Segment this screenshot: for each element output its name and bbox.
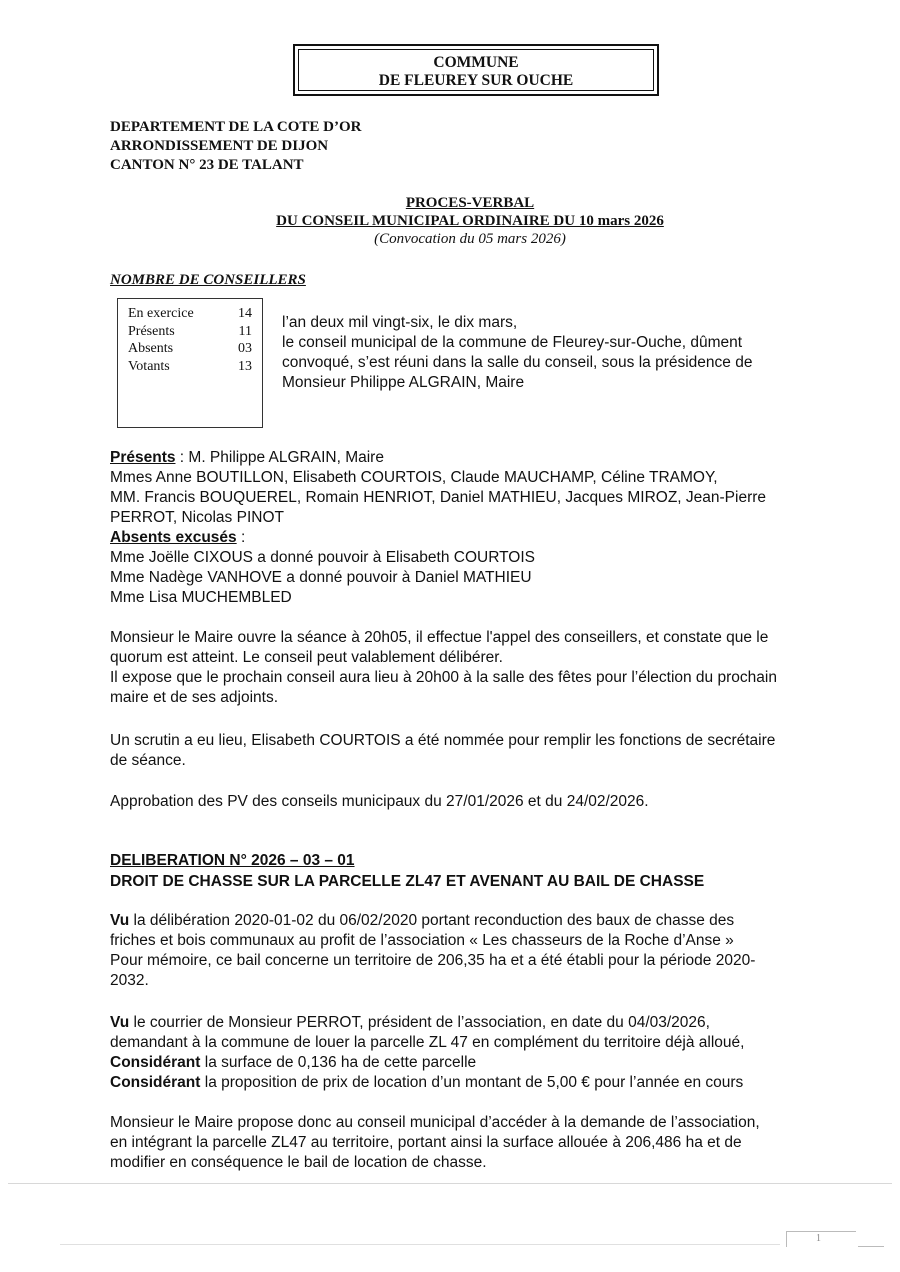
count-label: En exercice — [128, 306, 194, 321]
vu-paragraph-2 — [110, 1013, 810, 1093]
vu1-text: la délibération 2020-01-02 du 06/02/2020 portant reconduction des baux de chasse des — [129, 912, 735, 929]
absent-3: Mme Lisa MUCHEMBLED — [110, 589, 292, 606]
absents-line — [110, 528, 810, 548]
presents-mmes: Mmes Anne BOUTILLON, Elisabeth COURTOIS, Claude MAUCHAMP, Céline TRAMOY, — [110, 469, 718, 486]
absents-colon: : — [236, 529, 246, 546]
presents-label: Présents — [110, 449, 176, 466]
considerant-1 — [110, 1053, 810, 1073]
presents-mm-1: MM. Francis BOUQUEREL, Romain HENRIOT, Daniel MATHIEU, Jacques MIROZ, Jean-Pierre — [110, 489, 767, 506]
count-label: Votants — [128, 358, 170, 374]
considerant-2 — [110, 1073, 810, 1093]
commune-header-box — [293, 44, 659, 96]
count-row-votants — [128, 358, 252, 376]
absent-1: Mme Joëlle CIXOUS a donné pouvoir à Elisabeth COURTOIS — [110, 549, 536, 566]
absents-label: Absents excusés — [110, 529, 237, 546]
considerant-label: Considérant — [110, 1074, 201, 1091]
scrutin-line: Un scrutin a eu lieu, Elisabeth COURTOIS a été nommée pour remplir les fonctions de secrétaire — [110, 732, 776, 749]
proposal-paragraph — [110, 1113, 810, 1173]
commune-line-1: COMMUNE — [433, 54, 519, 71]
count-row-absents — [128, 340, 252, 358]
count-label: Présents — [128, 323, 175, 339]
deliberation-subject: DROIT DE CHASSE SUR LA PARCELLE ZL47 ET AVENANT AU BAIL DE CHASSE — [110, 873, 705, 890]
presents-mm-2: PERROT, Nicolas PINOT — [110, 509, 284, 526]
conseillers-count-box — [117, 298, 263, 428]
considerant-1-text: la surface de 0,136 ha de cette parcelle — [200, 1054, 477, 1071]
proposal-line: en intégrant la parcelle ZL47 au territoire, portant ainsi la surface allouée à 206,486 ha et de — [110, 1134, 742, 1151]
vu1-line-2: friches et bois communaux au profit de l’association « Les chasseurs de la Roche d’Anse » — [110, 932, 734, 949]
vu-paragraph-1 — [110, 911, 810, 991]
proposal-line: modifier en conséquence le bail de location de chasse. — [110, 1154, 487, 1171]
page-number: 1 — [816, 1233, 821, 1244]
vu-label: Vu — [110, 912, 130, 929]
opening-line: Il expose que le prochain conseil aura lieu à 20h00 à la salle des fêtes pour l’élection du prochain — [110, 669, 777, 686]
presents-mayor: : M. Philippe ALGRAIN, Maire — [175, 449, 384, 466]
deliberation-number: DELIBERATION N° 2026 – 03 – 01 — [110, 852, 355, 869]
count-row-exercice — [128, 305, 252, 323]
page-number-box — [786, 1231, 856, 1247]
deliberation-heading — [110, 850, 704, 892]
count-value: 03 — [238, 341, 252, 356]
commune-line-2: DE FLEUREY SUR OUCHE — [378, 72, 574, 89]
scrutin-line: de séance. — [110, 752, 186, 769]
page-corner-line — [858, 1246, 884, 1247]
opening-line: quorum est atteint. Le conseil peut valablement délibérer. — [110, 649, 503, 666]
approbation-paragraph: Approbation des PV des conseils municipaux du 27/01/2026 et du 24/02/2026. — [110, 793, 649, 810]
department-block — [110, 118, 361, 175]
count-value: 11 — [238, 323, 252, 339]
title-line-1: PROCES-VERBAL — [405, 195, 535, 211]
footer-divider — [8, 1183, 892, 1184]
count-row-presents — [128, 323, 252, 341]
vu2-line-2: demandant à la commune de louer la parcelle ZL 47 en complément du territoire déjà alloué, — [110, 1034, 745, 1051]
scrutin-paragraph — [110, 731, 810, 771]
footer-divider-lower — [60, 1244, 780, 1245]
intro-line: le conseil municipal de la commune de Fleurey-sur-Ouche, dûment — [282, 334, 743, 351]
count-label: Absents — [128, 341, 174, 356]
considerant-2-text: la proposition de prix de location d’un montant de 5,00 € pour l’année en cours — [200, 1074, 744, 1091]
count-value: 13 — [238, 358, 252, 374]
opening-line: maire et de ses adjoints. — [110, 689, 279, 706]
canton-line: CANTON N° 23 DE TALANT — [110, 157, 304, 173]
conseillers-heading: NOMBRE DE CONSEILLERS — [110, 272, 306, 288]
vu1-line-3: Pour mémoire, ce bail concerne un territoire de 206,35 ha et a été établi pour la période 2020- — [110, 952, 756, 969]
opening-line: Monsieur le Maire ouvre la séance à 20h05, il effectue l'appel des conseillers, et constate que le — [110, 629, 769, 646]
commune-header-inner — [298, 49, 654, 91]
presents-line — [110, 448, 810, 468]
intro-paragraph — [282, 313, 810, 393]
intro-line: convoqué, s’est réuni dans la salle du conseil, sous la présidence de — [282, 354, 753, 371]
attendance-section — [110, 448, 810, 608]
convocation-date: (Convocation du 05 mars 2026) — [374, 231, 566, 247]
absent-2: Mme Nadège VANHOVE a donné pouvoir à Daniel MATHIEU — [110, 569, 532, 586]
considerant-label: Considérant — [110, 1054, 201, 1071]
count-value: 14 — [238, 306, 252, 321]
vu2-text: le courrier de Monsieur PERROT, président de l’association, en date du 04/03/2026, — [129, 1014, 710, 1031]
intro-line: Monsieur Philippe ALGRAIN, Maire — [282, 374, 525, 391]
opening-paragraph — [110, 628, 810, 708]
document-title — [200, 194, 740, 248]
vu1-line-1 — [110, 911, 810, 931]
arrondissement-line: ARRONDISSEMENT DE DIJON — [110, 138, 329, 154]
proposal-line: Monsieur le Maire propose donc au conseil municipal d’accéder à la demande de l’association, — [110, 1114, 760, 1131]
department-line: DEPARTEMENT DE LA COTE D’OR — [110, 119, 362, 135]
vu-label: Vu — [110, 1014, 130, 1031]
vu1-line-4: 2032. — [110, 972, 149, 989]
intro-line: l’an deux mil vingt-six, le dix mars, — [282, 314, 518, 331]
title-line-2: DU CONSEIL MUNICIPAL ORDINAIRE DU 10 mars 2026 — [276, 213, 664, 229]
vu2-line-1 — [110, 1013, 810, 1033]
